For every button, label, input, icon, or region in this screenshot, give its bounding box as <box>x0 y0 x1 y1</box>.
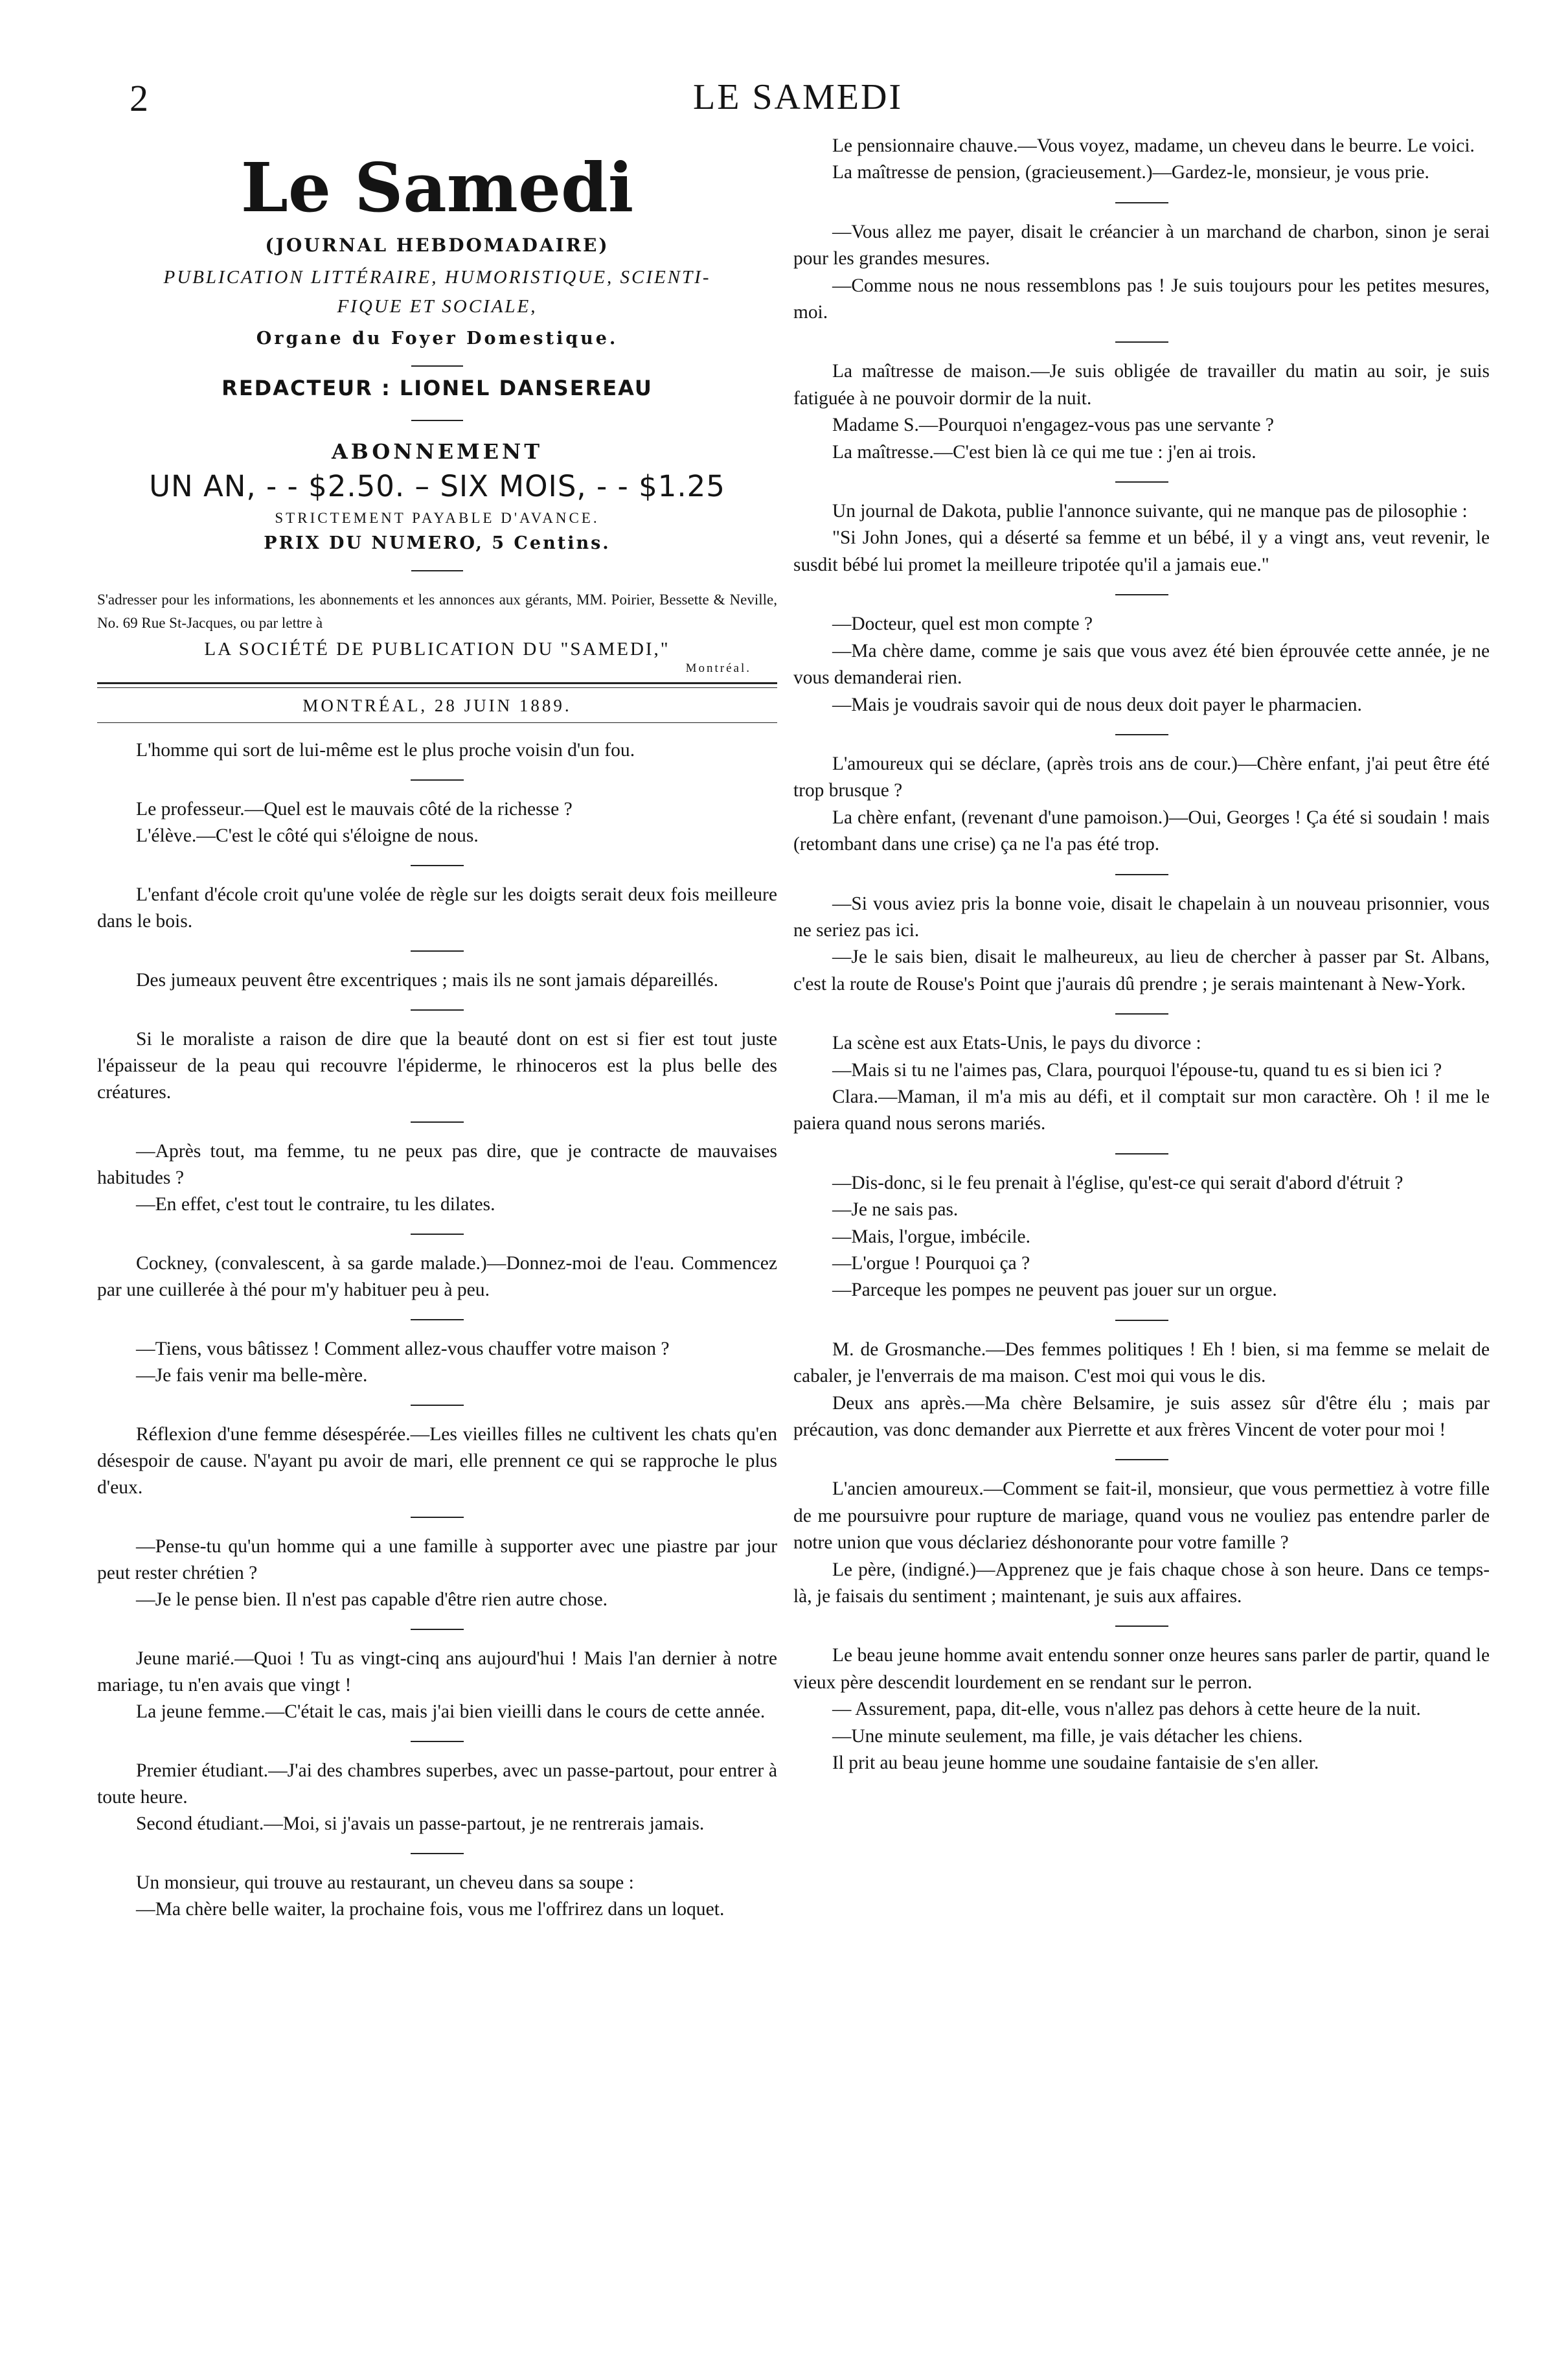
joke-item <box>793 1337 1490 1444</box>
joke-item <box>97 882 777 935</box>
item-separator <box>411 1319 464 1320</box>
paragraph: —Mais, l'orgue, imbécile. <box>832 1226 1030 1247</box>
paragraph: Cockney, (convalescent, à sa garde malade.)—Donnez-moi de l'eau. Commencez par une cuillerée à thé pour m'y habituer peu à peu. <box>97 1252 777 1300</box>
paragraph: —Je le sais bien, disait le malheureux, au lieu de chercher à passer par St. Albans, c'est la route de Rouse's Point que j'aurais dû prendre ; je serais maintenant à New-York. <box>793 947 1490 994</box>
item-separator <box>1115 341 1168 343</box>
paragraph: La maîtresse de pension, (gracieusement.)—Gardez-le, monsieur, je vous prie. <box>832 162 1429 183</box>
paragraph: —Ma chère dame, comme je sais que vous avez été bien éprouvée cette année, je ne vous demanderai rien. <box>793 640 1490 689</box>
paragraph: Premier étudiant.—J'ai des chambres superbes, avec un passe-partout, pour entrer à toute heure. <box>97 1760 777 1808</box>
paragraph: Des jumeaux peuvent être excentriques ; mais ils ne sont jamais dépareillés. <box>136 969 719 991</box>
paragraph: —Je ne sais pas. <box>832 1199 959 1221</box>
paragraph: L'élève.—C'est le côté qui s'éloigne de nous. <box>136 825 479 846</box>
page-number: 2 <box>130 77 148 119</box>
divider <box>411 570 463 571</box>
paragraph: L'amoureux qui se déclare, (après trois ans de cour.)—Chère enfant, j'ai peut être été trop brusque ? <box>793 753 1490 801</box>
divider <box>411 420 463 421</box>
joke-item <box>97 1534 777 1613</box>
item-separator <box>411 1405 464 1406</box>
paragraph: Il prit au beau jeune homme une soudaine fantaisie de s'en aller. <box>832 1752 1319 1774</box>
joke-item <box>793 358 1490 466</box>
item-separator <box>411 1009 464 1011</box>
paragraph: Un monsieur, qui trouve au restaurant, un cheveu dans sa soupe : <box>136 1872 634 1893</box>
paragraph: —Tiens, vous bâtissez ! Comment allez-vous chauffer votre maison ? <box>136 1338 670 1359</box>
item-separator <box>411 1853 464 1854</box>
paragraph: Si le moraliste a raison de dire que la beauté dont on est si fier est tout juste l'épaisseur de la peau qui recouvre l'épiderme, le rhinoceros est la plus belle des créatures. <box>97 1028 777 1103</box>
paragraph: M. de Grosmanche.—Des femmes politiques ! Eh ! bien, si ma femme se melait de cabaler, je l'enverrais de ma maison. C'est moi qui vous le dis. <box>793 1338 1490 1387</box>
item-separator <box>411 950 464 952</box>
item-separator <box>1115 874 1168 875</box>
item-separator <box>411 1517 464 1518</box>
paragraph: Un journal de Dakota, publie l'annonce suivante, qui ne manque pas de pilosophie : <box>832 501 1468 522</box>
item-separator <box>1115 734 1168 735</box>
item-separator <box>1115 202 1168 203</box>
payable-line: STRICTEMENT PAYABLE D'AVANCE. <box>275 510 600 527</box>
price-line: UN AN, - - $2.50. – SIX MOIS, - - $1.25 <box>149 469 725 504</box>
joke-item <box>97 967 777 994</box>
dateline: MONTRÉAL, 28 JUIN 1889. <box>302 695 572 715</box>
paragraph: Jeune marié.—Quoi ! Tu as vingt-cinq ans aujourd'hui ! Mais l'an dernier à notre mariage, tu n'en avais que vingt ! <box>97 1648 777 1695</box>
item-separator <box>1115 1153 1168 1155</box>
paragraph: —Je fais venir ma belle-mère. <box>136 1364 368 1386</box>
masthead-subtitle: (JOURNAL HEBDOMADAIRE) <box>265 235 609 257</box>
paragraph: L'homme qui sort de lui-même est le plus proche voisin d'un fou. <box>136 739 635 761</box>
joke-item <box>793 133 1490 187</box>
paragraph: La jeune femme.—C'était le cas, mais j'ai bien vieilli dans le cours de cette année. <box>136 1701 766 1722</box>
joke-item <box>97 1138 777 1218</box>
paragraph: Second étudiant.—Moi, si j'avais un passe-partout, je ne rentrerais jamais. <box>136 1813 705 1834</box>
joke-item <box>793 751 1490 858</box>
publication-line: PUBLICATION LITTÉRAIRE, HUMORISTIQUE, SCIENTI- <box>163 267 711 288</box>
subscription-heading: ABONNEMENT <box>331 439 543 465</box>
paragraph: Deux ans après.—Ma chère Belsamire, je suis assez sûr d'être élu ; mais par précaution, vas donc demander aux Pierrette et aux frères Vincent de voter pour moi ! <box>793 1392 1490 1441</box>
masthead <box>97 133 777 723</box>
paragraph: —Docteur, quel est mon compte ? <box>832 614 1093 635</box>
paragraph: —Si vous aviez pris la bonne voie, disait le chapelain à un nouveau prisonnier, vous ne seriez pas ici. <box>793 893 1490 941</box>
paragraph: —Mais si tu ne l'aimes pas, Clara, pourquoi l'épouse-tu, quand tu es si bien ici ? <box>832 1059 1442 1081</box>
paragraph: —Pense-tu qu'un homme qui a une famille à supporter avec une piastre par jour peut rester chrétien ? <box>97 1535 777 1583</box>
running-head <box>0 76 1568 128</box>
divider <box>97 722 777 723</box>
paragraph: —Une minute seulement, ma fille, je vais détacher les chiens. <box>832 1725 1303 1747</box>
paragraph: La maîtresse de maison.—Je suis obligée de travailler du matin au soir, je suis fatiguée à ne pouvoir dormir de la nuit. <box>793 361 1490 409</box>
paragraph: —Parceque les pompes ne peuvent pas jouer sur un orgue. <box>832 1280 1277 1301</box>
paragraph: —Je le pense bien. Il n'est pas capable d'être rien autre chose. <box>136 1589 608 1610</box>
right-items <box>793 133 1490 1777</box>
paragraph: —Vous allez me payer, disait le créancier à un marchand de charbon, sinon je serai pour les grandes mesures. <box>793 221 1490 270</box>
item-separator <box>1115 1013 1168 1015</box>
item-separator <box>1115 1459 1168 1460</box>
joke-item <box>793 891 1490 998</box>
joke-item <box>793 498 1490 579</box>
joke-item <box>97 1250 777 1304</box>
joke-item <box>793 1476 1490 1610</box>
paragraph: La scène est aux Etats-Unis, le pays du divorce : <box>832 1033 1201 1054</box>
paragraph: —En effet, c'est tout le contraire, tu les dilates. <box>136 1193 495 1215</box>
left-column <box>97 133 777 2323</box>
divider <box>411 365 463 367</box>
masthead-title: Le Samedi <box>240 148 634 227</box>
paragraph: —Après tout, ma femme, tu ne peux pas dire, que je contracte de mauvaises habitudes ? <box>97 1140 777 1188</box>
paragraph: Le professeur.—Quel est le mauvais côté de la richesse ? <box>136 798 573 820</box>
paragraph: La chère enfant, (revenant d'une pamoison.)—Oui, Georges ! Ça été si soudain ! mais (retombant dans une crise) ça ne l'a pas été trop. <box>793 807 1490 855</box>
paragraph: — Assurement, papa, dit-elle, vous n'allez pas dehors à cette heure de la nuit. <box>832 1699 1421 1720</box>
joke-item <box>793 1030 1490 1138</box>
paragraph: Le pensionnaire chauve.—Vous voyez, madame, un cheveu dans le beurre. Le voici. <box>832 135 1475 156</box>
paragraph: —Mais je voudrais savoir qui de nous deux doit payer le pharmacien. <box>832 694 1362 715</box>
joke-item <box>97 1646 777 1725</box>
item-separator <box>1115 481 1168 483</box>
item-separator <box>411 865 464 866</box>
paragraph: Madame S.—Pourquoi n'engagez-vous pas une servante ? <box>832 415 1274 436</box>
paragraph: L'enfant d'école croit qu'une volée de règle sur les doigts serait deux fois meilleure dans le bois. <box>97 884 777 932</box>
joke-item <box>97 1421 777 1501</box>
item-separator <box>411 1234 464 1235</box>
joke-item <box>97 1336 777 1389</box>
item-separator <box>1115 1626 1168 1627</box>
joke-item <box>97 1758 777 1837</box>
paragraph: La maîtresse.—C'est bien là ce qui me tue : j'en ai trois. <box>832 441 1256 463</box>
paragraph: "Si John Jones, qui a déserté sa femme et un bébé, il y a vingt ans, veut revenir, le susdit bébé lui promet la meilleure tripotée qu'il a jamais eue." <box>793 527 1490 575</box>
paragraph: Le beau jeune homme avait entendu sonner onze heures sans parler de partir, quand le vieux père descendit lourdement en se rendant sur le perron. <box>793 1645 1490 1693</box>
item-separator <box>411 1121 464 1123</box>
right-column <box>793 133 1490 2323</box>
organ-line: Organe du Foyer Domestique. <box>256 328 619 349</box>
publication-line: FIQUE ET SOCIALE, <box>337 296 538 317</box>
city-line: Montréal. <box>685 661 751 675</box>
joke-item <box>97 737 777 764</box>
item-separator <box>411 1629 464 1630</box>
editor-line: REDACTEUR : LIONEL DANSEREAU <box>222 376 653 401</box>
joke-item <box>97 796 777 849</box>
item-separator <box>411 1741 464 1742</box>
joke-item <box>793 1170 1490 1304</box>
joke-item <box>793 1642 1490 1776</box>
paragraph: Réflexion d'une femme désespérée.—Les vieilles filles ne cultivent les chats qu'en désespoir de cause. N'ayant pu avoir de mari, elle prennent ce qui se rapproche le plus d'eux. <box>97 1423 777 1498</box>
paragraph: —Ma chère belle waiter, la prochaine fois, vous me l'offrirez dans un loquet. <box>136 1898 725 1920</box>
paragraph: —L'orgue ! Pourquoi ça ? <box>832 1253 1030 1274</box>
paragraph: L'ancien amoureux.—Comment se fait-il, monsieur, que vous permettiez à votre fille de me poursuivre pour rupture de mariage, quand vous ne vouliez pas entendre parler de notre union que vous déclariez déshonorante pour votre famille ? <box>793 1478 1490 1554</box>
joke-item <box>97 1026 777 1106</box>
running-title: LE SAMEDI <box>693 77 903 117</box>
paragraph: Le père, (indigné.)—Apprenez que je fais chaque chose à son heure. Dans ce temps-là, je faisais du sentiment ; maintenant, je suis aux affaires. <box>793 1559 1490 1607</box>
paragraph: Clara.—Maman, il m'a mis au défi, et il comptait sur mon caractère. Oh ! il me le paiera quand nous serons mariés. <box>793 1086 1490 1134</box>
society-line: LA SOCIÉTÉ DE PUBLICATION DU "SAMEDI," <box>204 638 670 660</box>
joke-item <box>793 219 1490 327</box>
left-items <box>97 737 777 1923</box>
paragraph: —Dis-donc, si le feu prenait à l'église, qu'est-ce qui serait d'abord d'étruit ? <box>832 1172 1403 1193</box>
joke-item <box>97 1870 777 1923</box>
item-separator <box>411 779 464 781</box>
paragraph: —Comme nous ne nous ressemblons pas ! Je suis toujours pour les petites mesures, moi. <box>793 275 1490 323</box>
issue-price-line: PRIX DU NUMERO, 5 Centins. <box>264 533 611 554</box>
double-rule <box>97 682 777 688</box>
item-separator <box>1115 594 1168 595</box>
item-separator <box>1115 1320 1168 1321</box>
address-text: S'adresser pour les informations, les abonnements et les annonces aux gérants, MM. Poirier, Bessette & Neville, No. 69 Rue St-Jacques, ou par lettre à <box>97 592 777 632</box>
joke-item <box>793 611 1490 718</box>
